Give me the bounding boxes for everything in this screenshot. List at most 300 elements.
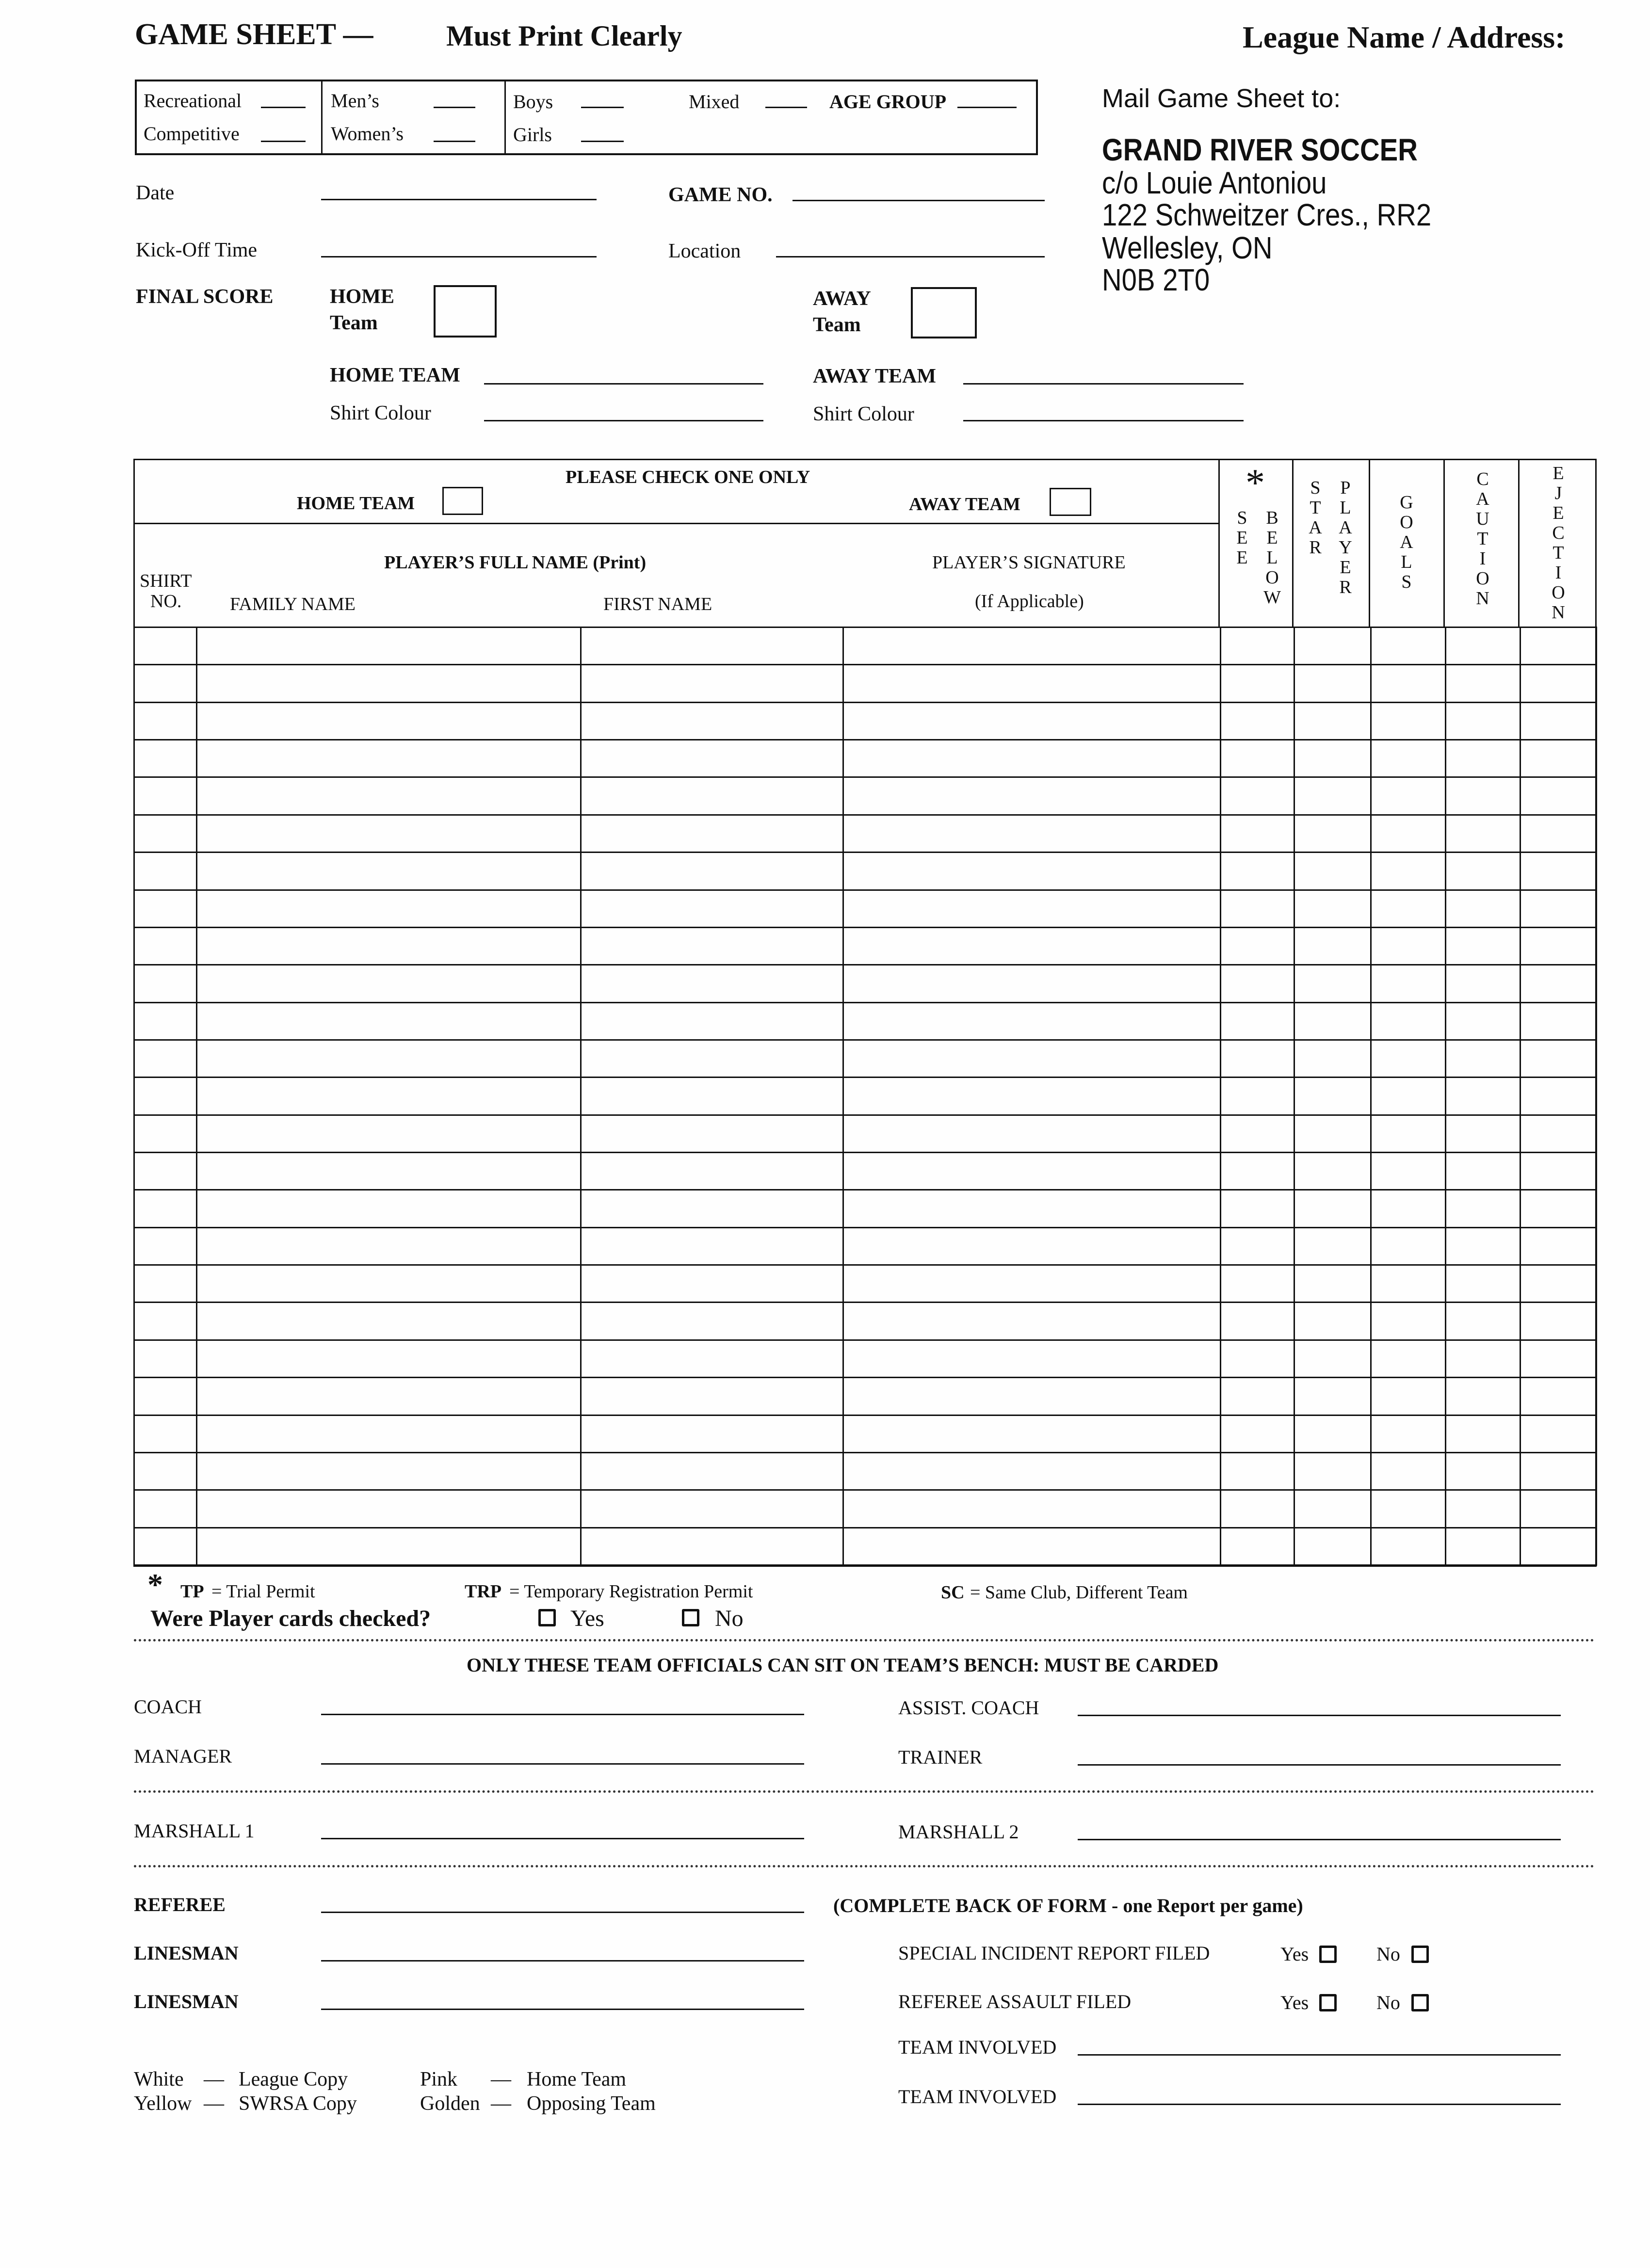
game-no-field[interactable] [793,200,1045,201]
table-row [134,927,1597,965]
see-below-cell[interactable] [1221,1528,1294,1565]
ejection-cell[interactable] [1521,1452,1597,1490]
signature-cell[interactable] [843,815,1221,852]
signature-cell[interactable] [843,853,1221,890]
shirt-no-cell[interactable] [134,815,197,852]
signature-cell[interactable] [843,1002,1221,1040]
table-row [134,740,1597,777]
signature-cell[interactable] [843,1115,1221,1152]
goals-cell[interactable] [1371,777,1446,815]
ejection-cell[interactable] [1521,740,1597,777]
see-below-cell[interactable] [1221,927,1294,965]
goals-cell[interactable] [1371,1190,1446,1227]
see-below-cell[interactable] [1221,1490,1294,1528]
table-row [134,1002,1597,1040]
competitive-blank[interactable] [261,141,306,142]
star-player-cell[interactable] [1294,1002,1371,1040]
see-below-cell[interactable] [1221,1303,1294,1340]
signature-cell[interactable] [843,665,1221,702]
caution-cell[interactable] [1446,1040,1521,1077]
first-name-cell[interactable] [581,1452,843,1490]
goals-cell[interactable] [1371,1528,1446,1565]
ejection-cell[interactable] [1521,627,1597,665]
family-name-cell[interactable] [197,665,581,702]
signature-cell[interactable] [843,890,1221,927]
family-name-cell[interactable] [197,1040,581,1077]
home-team-field[interactable] [484,383,763,385]
ejection-cell[interactable] [1521,1190,1597,1227]
table-row [134,815,1597,852]
goals-cell[interactable] [1371,1340,1446,1377]
star-player-cell[interactable] [1294,1378,1371,1415]
first-name-cell[interactable] [581,1002,843,1040]
ejection-cell[interactable] [1521,1040,1597,1077]
star-player-cell[interactable] [1294,965,1371,1002]
caution-cell[interactable] [1446,1002,1521,1040]
ejection-cell[interactable] [1521,1415,1597,1452]
family-name-cell[interactable] [197,1303,581,1340]
star-player-cell[interactable] [1294,1265,1371,1303]
boys-blank[interactable] [581,107,624,108]
family-name-cell[interactable] [197,927,581,965]
signature-cell[interactable] [843,1303,1221,1340]
family-name-cell[interactable] [197,777,581,815]
white-label: White [134,2068,184,2091]
linesman-1-field[interactable] [321,1960,804,1962]
home-team-label: HOME TEAM [330,364,460,386]
star-player-cell[interactable] [1294,1153,1371,1190]
see-below-cell[interactable] [1221,1190,1294,1227]
first-name-cell[interactable] [581,1303,843,1340]
family-name-cell[interactable] [197,1153,581,1190]
first-name-cell[interactable] [581,815,843,852]
first-name-cell[interactable] [581,1078,843,1115]
shirt-no-cell[interactable] [134,890,197,927]
marshall-2-field[interactable] [1078,1839,1561,1840]
signature-cell[interactable] [843,1378,1221,1415]
signature-cell[interactable] [843,777,1221,815]
trainer-field[interactable] [1078,1764,1561,1766]
see-below-cell[interactable] [1221,740,1294,777]
see-below-cell[interactable] [1221,1040,1294,1077]
star-player-cell[interactable] [1294,927,1371,965]
divider [134,1639,1595,1641]
shirt-no-cell[interactable] [134,1002,197,1040]
shirt-no-cell[interactable] [134,1340,197,1377]
see-below-cell[interactable] [1221,1415,1294,1452]
first-name-cell[interactable] [581,665,843,702]
family-name-cell[interactable] [197,1265,581,1303]
goals-cell[interactable] [1371,815,1446,852]
special-no-label: No [1376,1943,1400,1965]
player-column-label: P L A Y E R [1339,478,1352,597]
shirt-no-cell[interactable] [134,665,197,702]
family-name-cell[interactable] [197,1190,581,1227]
see-below-cell[interactable] [1221,1078,1294,1115]
location-label: Location [668,240,741,262]
referee-field[interactable] [321,1912,804,1913]
goals-cell[interactable] [1371,702,1446,740]
star-player-cell[interactable] [1294,665,1371,702]
signature-cell[interactable] [843,1227,1221,1265]
star-player-cell[interactable] [1294,1340,1371,1377]
goals-cell[interactable] [1371,1452,1446,1490]
signature-cell[interactable] [843,1078,1221,1115]
see-below-cell[interactable] [1221,1115,1294,1152]
signature-cell[interactable] [843,740,1221,777]
goals-column-label: G O A L S [1400,492,1413,592]
see-below-cell[interactable] [1221,965,1294,1002]
goals-cell[interactable] [1371,965,1446,1002]
caution-cell[interactable] [1446,1153,1521,1190]
manager-field[interactable] [321,1763,804,1765]
goals-cell[interactable] [1371,927,1446,965]
goals-cell[interactable] [1371,1378,1446,1415]
first-name-cell[interactable] [581,1378,843,1415]
away-team-field[interactable] [963,383,1244,385]
cards-yes-checkbox[interactable] [538,1609,556,1626]
caution-cell[interactable] [1446,702,1521,740]
caution-cell[interactable] [1446,665,1521,702]
shirt-no-cell[interactable] [134,740,197,777]
away-score-label: AWAY [813,288,871,310]
caution-cell[interactable] [1446,1452,1521,1490]
family-name-cell[interactable] [197,1078,581,1115]
caution-cell[interactable] [1446,1303,1521,1340]
see-below-cell[interactable] [1221,1265,1294,1303]
caution-cell[interactable] [1446,965,1521,1002]
cards-no-checkbox[interactable] [682,1609,699,1626]
table-row [134,777,1597,815]
home-team-copy-label: Home Team [527,2068,627,2091]
ejection-cell[interactable] [1521,853,1597,890]
roster-away-check[interactable] [1050,488,1091,516]
signature-cell[interactable] [843,1340,1221,1377]
family-name-cell[interactable] [197,890,581,927]
ejection-cell[interactable] [1521,702,1597,740]
kickoff-field[interactable] [321,256,597,257]
goals-cell[interactable] [1371,1078,1446,1115]
goals-cell[interactable] [1371,1227,1446,1265]
table-row [134,1078,1597,1115]
star-player-cell[interactable] [1294,1415,1371,1452]
see-below-cell[interactable] [1221,815,1294,852]
assault-yes-checkbox[interactable] [1319,1994,1337,2011]
family-name-cell[interactable] [197,1452,581,1490]
ejection-cell[interactable] [1521,1340,1597,1377]
shirt-no-cell[interactable] [134,1153,197,1190]
first-name-cell[interactable] [581,702,843,740]
star-player-cell[interactable] [1294,1528,1371,1565]
home-score-box[interactable] [434,285,497,338]
goals-cell[interactable] [1371,1265,1446,1303]
golden-label: Golden [420,2092,480,2115]
special-yes-checkbox[interactable] [1319,1946,1337,1963]
see-below-cell[interactable] [1221,890,1294,927]
away-score-box[interactable] [911,287,977,338]
first-name-cell[interactable] [581,1227,843,1265]
team-involved-1-field[interactable] [1078,2054,1561,2056]
location-field[interactable] [776,256,1045,257]
shirt-no-cell[interactable] [134,965,197,1002]
star-player-cell[interactable] [1294,702,1371,740]
family-name-cell[interactable] [197,1340,581,1377]
see-below-cell[interactable] [1221,777,1294,815]
caution-cell[interactable] [1446,1265,1521,1303]
first-name-cell[interactable] [581,1190,843,1227]
caution-cell[interactable] [1446,1340,1521,1377]
shirt-no-cell[interactable] [134,777,197,815]
mens-blank[interactable] [434,107,475,108]
see-below-cell[interactable] [1221,627,1294,665]
signature-cell[interactable] [843,1153,1221,1190]
ejection-cell[interactable] [1521,1490,1597,1528]
shirt-no-cell[interactable] [134,1115,197,1152]
family-name-cell[interactable] [197,702,581,740]
first-name-cell[interactable] [581,1115,843,1152]
see-below-cell[interactable] [1221,665,1294,702]
first-name-cell[interactable] [581,853,843,890]
family-name-cell[interactable] [197,815,581,852]
signature-cell[interactable] [843,1190,1221,1227]
signature-cell[interactable] [843,702,1221,740]
star-player-cell[interactable] [1294,1078,1371,1115]
star-player-cell[interactable] [1294,1227,1371,1265]
league-copy-label: League Copy [239,2068,348,2091]
caution-cell[interactable] [1446,740,1521,777]
goals-cell[interactable] [1371,1490,1446,1528]
first-name-cell[interactable] [581,1490,843,1528]
first-name-cell[interactable] [581,927,843,965]
signature-cell[interactable] [843,1452,1221,1490]
caution-cell[interactable] [1446,1378,1521,1415]
ejection-cell[interactable] [1521,965,1597,1002]
see-below-cell[interactable] [1221,1227,1294,1265]
date-field[interactable] [321,199,597,200]
shirt-no-cell[interactable] [134,627,197,665]
goals-cell[interactable] [1371,1002,1446,1040]
linesman-2-field[interactable] [321,2009,804,2010]
signature-cell[interactable] [843,927,1221,965]
table-row [134,1265,1597,1303]
family-name-cell[interactable] [197,627,581,665]
caution-cell[interactable] [1446,1227,1521,1265]
shirt-no-cell[interactable] [134,927,197,965]
ejection-cell[interactable] [1521,1528,1597,1565]
shirt-no-cell[interactable] [134,1303,197,1340]
ejection-cell[interactable] [1521,777,1597,815]
ejection-cell[interactable] [1521,927,1597,965]
family-name-cell[interactable] [197,1378,581,1415]
ejection-cell[interactable] [1521,1115,1597,1152]
caution-cell[interactable] [1446,890,1521,927]
away-team-word: Team [813,314,861,336]
roster-home-label: HOME TEAM [297,493,415,514]
col-sep [1369,459,1370,627]
recreational-blank[interactable] [261,107,306,108]
shirt-no-cell[interactable] [134,1227,197,1265]
family-name-cell[interactable] [197,1115,581,1152]
special-yes-label: Yes [1280,1943,1309,1965]
mixed-label: Mixed [689,91,740,113]
family-name-cell[interactable] [197,1528,581,1565]
ejection-cell[interactable] [1521,1265,1597,1303]
caution-cell[interactable] [1446,1190,1521,1227]
see-below-cell[interactable] [1221,1378,1294,1415]
caution-cell[interactable] [1446,1490,1521,1528]
signature-cell[interactable] [843,1265,1221,1303]
goals-cell[interactable] [1371,665,1446,702]
caution-cell[interactable] [1446,1415,1521,1452]
form-title: GAME SHEET — [135,18,373,51]
below-column-label: B E L O W [1263,508,1281,608]
girls-blank[interactable] [581,141,624,142]
see-below-cell[interactable] [1221,1452,1294,1490]
star-player-cell[interactable] [1294,890,1371,927]
see-below-cell[interactable] [1221,1153,1294,1190]
first-name-cell[interactable] [581,1528,843,1565]
coach-field[interactable] [321,1714,804,1715]
first-name-cell[interactable] [581,1415,843,1452]
first-name-cell[interactable] [581,890,843,927]
roster-away-label: AWAY TEAM [909,494,1020,515]
caution-cell[interactable] [1446,853,1521,890]
shirt-no-cell[interactable] [134,1490,197,1528]
signature-cell[interactable] [843,965,1221,1002]
special-no-checkbox[interactable] [1411,1946,1429,1963]
shirt-no-cell[interactable] [134,1265,197,1303]
first-name-cell[interactable] [581,1040,843,1077]
ejection-cell[interactable] [1521,890,1597,927]
star-player-cell[interactable] [1294,1115,1371,1152]
caution-cell[interactable] [1446,927,1521,965]
family-name-cell[interactable] [197,1415,581,1452]
family-name-cell[interactable] [197,1002,581,1040]
family-name-cell[interactable] [197,853,581,890]
recreational-label: Recreational [144,90,242,112]
family-name-cell[interactable] [197,965,581,1002]
caution-cell[interactable] [1446,815,1521,852]
officials-heading: ONLY THESE TEAM OFFICIALS CAN SIT ON TEAM’S BENCH: MUST BE CARDED [467,1654,1219,1676]
signature-cell[interactable] [843,1528,1221,1565]
caution-cell[interactable] [1446,627,1521,665]
first-name-cell[interactable] [581,740,843,777]
check-one-label: PLEASE CHECK ONE ONLY [566,467,810,487]
trp-text: = Temporary Registration Permit [509,1581,753,1602]
goals-cell[interactable] [1371,1415,1446,1452]
star-player-cell[interactable] [1294,1490,1371,1528]
family-name-cell[interactable] [197,1227,581,1265]
shirt-no-cell[interactable] [134,853,197,890]
age-group-blank[interactable] [957,107,1017,108]
ejection-cell[interactable] [1521,1002,1597,1040]
shirt-no-cell[interactable] [134,702,197,740]
yellow-label: Yellow [134,2092,192,2115]
mixed-blank[interactable] [765,107,807,108]
first-name-cell[interactable] [581,1153,843,1190]
star-player-cell[interactable] [1294,1303,1371,1340]
see-below-cell[interactable] [1221,1340,1294,1377]
marshall-1-field[interactable] [321,1838,804,1839]
star-player-cell[interactable] [1294,740,1371,777]
star-player-cell[interactable] [1294,1190,1371,1227]
first-name-cell[interactable] [581,1340,843,1377]
star-player-cell[interactable] [1294,627,1371,665]
see-below-cell[interactable] [1221,702,1294,740]
copy-dash: — [491,2068,511,2091]
team-involved-2-field[interactable] [1078,2104,1561,2105]
ejection-cell[interactable] [1521,1078,1597,1115]
ejection-cell[interactable] [1521,1378,1597,1415]
caution-cell[interactable] [1446,1528,1521,1565]
first-name-cell[interactable] [581,965,843,1002]
star-player-cell[interactable] [1294,815,1371,852]
goals-cell[interactable] [1371,853,1446,890]
team-involved-2-label: TEAM INVOLVED [898,2086,1057,2107]
goals-cell[interactable] [1371,1153,1446,1190]
first-name-cell[interactable] [581,777,843,815]
womens-blank[interactable] [434,141,475,142]
shirt-no-cell[interactable] [134,1040,197,1077]
caution-cell[interactable] [1446,1078,1521,1115]
star-player-cell[interactable] [1294,853,1371,890]
see-below-cell[interactable] [1221,853,1294,890]
family-name-cell[interactable] [197,740,581,777]
goals-cell[interactable] [1371,1115,1446,1152]
assault-no-checkbox[interactable] [1411,1994,1429,2011]
star-player-cell[interactable] [1294,1452,1371,1490]
goals-cell[interactable] [1371,1303,1446,1340]
ejection-cell[interactable] [1521,1227,1597,1265]
shirt-no-cell[interactable] [134,1528,197,1565]
roster-home-check[interactable] [442,487,483,515]
goals-cell[interactable] [1371,740,1446,777]
goals-cell[interactable] [1371,890,1446,927]
shirt-no-cell[interactable] [134,1378,197,1415]
shirt-no-cell[interactable] [134,1190,197,1227]
ejection-cell[interactable] [1521,665,1597,702]
ejection-cell[interactable] [1521,815,1597,852]
shirt-no-cell[interactable] [134,1452,197,1490]
star-player-cell[interactable] [1294,1040,1371,1077]
assist-coach-field[interactable] [1078,1715,1561,1716]
ejection-cell[interactable] [1521,1153,1597,1190]
signature-cell[interactable] [843,1040,1221,1077]
family-name-cell[interactable] [197,1490,581,1528]
signature-label: PLAYER’S SIGNATURE [932,552,1126,573]
see-below-cell[interactable] [1221,1002,1294,1040]
col-sep [1443,459,1445,627]
star-player-cell[interactable] [1294,777,1371,815]
home-shirt-field[interactable] [484,420,763,421]
first-name-cell[interactable] [581,1265,843,1303]
goals-cell[interactable] [1371,627,1446,665]
away-shirt-field[interactable] [963,420,1244,421]
first-name-cell[interactable] [581,627,843,665]
caution-cell[interactable] [1446,777,1521,815]
goals-cell[interactable] [1371,1040,1446,1077]
signature-cell[interactable] [843,627,1221,665]
ejection-cell[interactable] [1521,1303,1597,1340]
shirt-no-label: NO. [150,591,182,611]
signature-cell[interactable] [843,1490,1221,1528]
shirt-no-cell[interactable] [134,1415,197,1452]
caution-cell[interactable] [1446,1115,1521,1152]
shirt-no-cell[interactable] [134,1078,197,1115]
sc-text: = Same Club, Different Team [970,1582,1188,1603]
table-row [134,1528,1597,1565]
signature-cell[interactable] [843,1415,1221,1452]
